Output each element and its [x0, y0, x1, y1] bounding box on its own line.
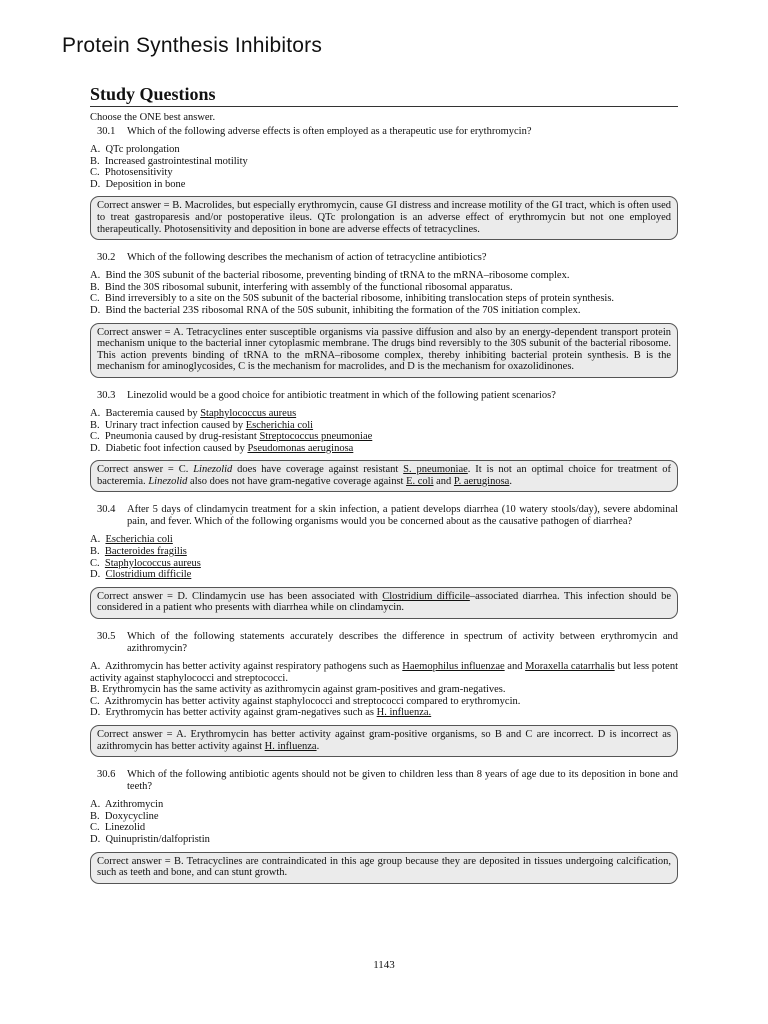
option-c: C. Staphylococcus aureus: [90, 557, 201, 569]
study-questions-section: [90, 84, 678, 896]
question-number: 30.3: [97, 389, 116, 401]
option-c: C. Photosensitivity: [90, 167, 173, 179]
option-d: D. Deposition in bone: [90, 178, 186, 190]
option-d: D. Bind the bacterial 23S ribosomal RNA of the 50S subunit, inhibiting the formation of the 70S initiation complex.: [90, 304, 581, 316]
option-c: C. Pneumonia caused by drug-resistant Streptococcus pneumoniae: [90, 431, 373, 443]
option-a: A. Azithromycin: [90, 799, 164, 811]
question-30-3: [90, 390, 678, 493]
option-d: D. Diabetic foot infection caused by Pseudomonas aeruginosa: [90, 442, 354, 454]
question-number: 30.2: [97, 252, 116, 264]
organism-name: Escherichia coli: [245, 419, 314, 431]
option-b: B. Erythromycin has the same activity as azithromycin against gram-positives and gram-negatives.: [90, 684, 506, 696]
answer-box: Correct answer = A. Erythromycin has better activity against gram-positive organisms, so B and C are incorrect. D is incorrect as azithromycin has better activity against H. influenza.: [90, 725, 678, 757]
option-list: [90, 144, 678, 190]
answer-box: Correct answer = D. Clindamycin use has been associated with Clostridium difficile–associated diarrhea. This infection should be considered in a patient who presents with diarrhea while on clindamycin.: [90, 587, 678, 619]
answer-box: Correct answer = C. Linezolid does have coverage against resistant S. pneumoniae. It is not an optimal choice for treatment of bacteremia. Linezolid also does not have gram-negative coverage against E. coli and P. aeruginosa.: [90, 460, 678, 492]
answer-box: Correct answer = B. Macrolides, but especially erythromycin, cause GI distress and increase motility of the GI tract, which is often used to treat gastroparesis and/or postoperative ileus. QTc prolongation is an adverse effect of erythromycin but not one employed therapeutically. Photosensitivity and deposition in bone are adverse effects of tetracyclines.: [90, 196, 678, 240]
chapter-title: Protein Synthesis Inhibitors: [62, 34, 323, 57]
option-b: B. Increased gastrointestinal motility: [90, 155, 248, 167]
question-30-5: [90, 631, 678, 757]
option-a: A. Escherichia coli: [90, 534, 173, 546]
option-c: C. Azithromycin has better activity against staphylococci and streptococci compared to erythromycin.: [90, 695, 521, 707]
option-list: [90, 799, 678, 845]
question-number: 30.4: [97, 504, 116, 516]
option-b: B. Doxycycline: [90, 810, 159, 822]
page-number: 1143: [373, 959, 395, 971]
question-text: Linezolid would be a good choice for antibiotic treatment in which of the following patient scenarios?: [127, 389, 556, 401]
option-d: D. Clostridium difficile: [90, 569, 192, 581]
option-a: A. Azithromycin has better activity against respiratory pathogens such as Haemophilus influenzae and Moraxella catarrhalis but less potent activity against staphylococci and streptococci.: [90, 661, 679, 684]
question-text: Which of the following describes the mechanism of action of tetracycline antibiotics?: [127, 252, 487, 264]
option-c: C. Linezolid: [90, 822, 146, 834]
organism-name: Streptococcus pneumoniae: [259, 431, 373, 443]
question-text: Which of the following statements accurately describes the difference in spectrum of activity between erythromycin and azithromycin?: [127, 631, 678, 655]
question-number: 30.6: [97, 769, 116, 781]
organism-name: Staphylococcus aureus: [200, 407, 297, 419]
question-text: Which of the following adverse effects is often employed as a therapeutic use for erythromycin?: [127, 126, 532, 137]
question-30-1: [90, 126, 678, 240]
question-number: 30.1: [97, 126, 116, 137]
organism-name: Pseudomonas aeruginosa: [247, 442, 354, 454]
option-a: A. QTc prolongation: [90, 144, 180, 155]
question-30-2: [90, 252, 678, 378]
section-title: Study Questions: [90, 84, 678, 107]
option-b: B. Bind the 30S ribosomal subunit, interfering with assembly of the functional ribosomal apparatus.: [90, 281, 513, 293]
option-d: D. Erythromycin has better activity against gram-negatives such as H. influenza.: [90, 707, 432, 719]
option-d: D. Quinupristin/dalfopristin: [90, 833, 210, 845]
option-list: [90, 534, 678, 580]
instructions: Choose the ONE best answer.: [90, 112, 216, 123]
option-list: [90, 270, 678, 316]
option-c: C. Bind irreversibly to a site on the 50S subunit of the bacterial ribosome, inhibiting translocation steps of protein synthesis.: [90, 293, 615, 305]
answer-box: Correct answer = A. Tetracyclines enter susceptible organisms via passive diffusion and also by an energy-dependent transport protein mechanism unique to the bacterial inner cytoplasmic membrane. The drugs bind reversibly to the 30S subunit of the bacterial ribosome. This action prevents binding of tRNA to the mRNA–ribosome complex, thereby inhibiting bacterial protein synthesis. B is the mechanism for aminoglycosides, C is the mechanism for macrolides, and D is the mechanism for oxazolidinones.: [90, 323, 678, 378]
question-number: 30.5: [97, 631, 116, 643]
question-30-4: [90, 504, 678, 619]
answer-box: Correct answer = B. Tetracyclines are contraindicated in this age group because they are deposited in tissues undergoing calcification, such as teeth and bone, and can stunt growth.: [90, 852, 678, 884]
option-b: B. Bacteroides fragilis: [90, 546, 187, 558]
question-text: Which of the following antibiotic agents should not be given to children less than 8 years of age due to its deposition in bone and teeth?: [127, 769, 678, 793]
option-list: [90, 408, 678, 454]
question-30-6: [90, 769, 678, 884]
option-list: [90, 661, 678, 719]
option-b: B. Urinary tract infection caused by Escherichia coli: [90, 419, 314, 431]
question-text: After 5 days of clindamycin treatment for a skin infection, a patient develops diarrhea (10 watery stools/day), severe abdominal pain, and fever. Which of the following organisms would you be concerned about as the causative pathogen of diarrhea?: [127, 504, 678, 528]
option-a: A. Bacteremia caused by Staphylococcus aureus: [90, 407, 297, 419]
option-a: A. Bind the 30S subunit of the bacterial ribosome, preventing binding of tRNA to the mRNA–ribosome complex.: [90, 270, 570, 282]
